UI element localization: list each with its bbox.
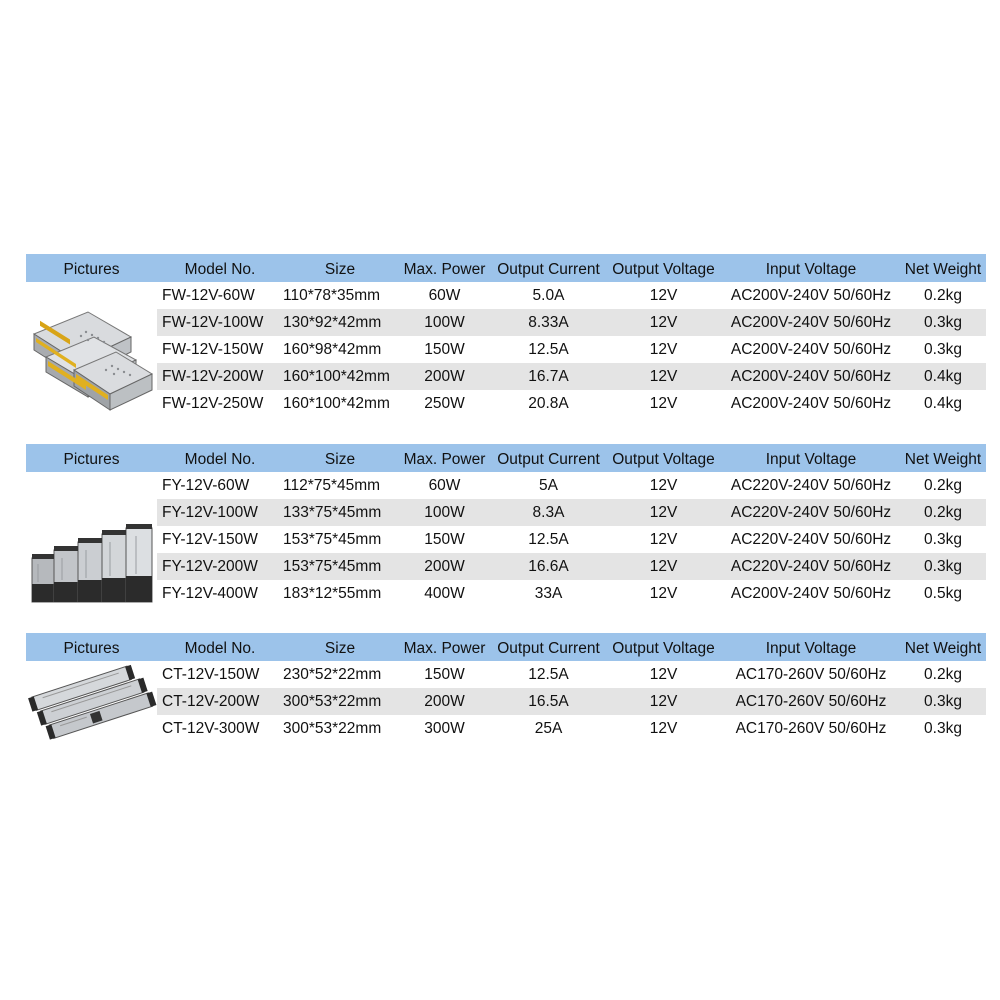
product-photo-fy	[26, 472, 157, 607]
cell-input: AC170-260V 50/60Hz	[735, 720, 887, 737]
cell-weight: 0.4kg	[924, 368, 962, 385]
cell-voltage: 12V	[649, 720, 678, 737]
cell-power: 200W	[424, 693, 465, 710]
cell-current: 5A	[539, 477, 558, 494]
cell-size: 153*75*45mm	[283, 558, 382, 575]
cell-size: 160*98*42mm	[283, 341, 382, 358]
table-row	[157, 661, 986, 688]
header-size: Size	[324, 450, 356, 468]
table-row	[157, 715, 986, 742]
cell-voltage: 12V	[649, 504, 678, 521]
cell-weight: 0.4kg	[924, 395, 962, 412]
header-power: Max. Power	[403, 639, 486, 657]
header-input: Input Voltage	[765, 260, 857, 278]
cell-model: FY-12V-150W	[162, 531, 258, 548]
cell-size: 153*75*45mm	[283, 531, 382, 548]
header-power: Max. Power	[403, 450, 486, 468]
power-supply-image	[26, 282, 157, 417]
cell-power: 60W	[428, 477, 461, 494]
table-row	[157, 336, 986, 363]
cell-model: FY-12V-400W	[162, 585, 258, 602]
cell-power: 150W	[424, 666, 465, 683]
power-supply-image	[26, 472, 157, 607]
cell-model: FW-12V-60W	[162, 287, 255, 304]
cell-weight: 0.2kg	[924, 666, 962, 683]
header-voltage: Output Voltage	[612, 260, 715, 278]
cell-model: FW-12V-250W	[162, 395, 264, 412]
cell-current: 16.5A	[528, 693, 569, 710]
table-body	[157, 661, 986, 742]
cell-weight: 0.2kg	[924, 504, 962, 521]
header-pictures: Pictures	[63, 450, 120, 468]
table-row	[157, 390, 986, 417]
cell-size: 183*12*55mm	[283, 585, 382, 602]
table-header	[26, 444, 986, 472]
header-pictures: Pictures	[63, 639, 120, 657]
cell-weight: 0.2kg	[924, 477, 962, 494]
cell-voltage: 12V	[649, 395, 678, 412]
cell-model: FY-12V-60W	[162, 477, 250, 494]
cell-power: 250W	[424, 395, 465, 412]
cell-model: CT-12V-150W	[162, 666, 260, 683]
table-row	[157, 526, 986, 553]
header-weight: Net Weight	[904, 260, 982, 278]
header-pictures: Pictures	[63, 260, 120, 278]
header-weight: Net Weight	[904, 450, 982, 468]
cell-power: 300W	[424, 720, 465, 737]
cell-voltage: 12V	[649, 531, 678, 548]
cell-model: CT-12V-300W	[162, 720, 260, 737]
cell-input: AC200V-240V 50/60Hz	[730, 585, 892, 602]
cell-model: FY-12V-200W	[162, 558, 258, 575]
cell-weight: 0.2kg	[924, 287, 962, 304]
cell-voltage: 12V	[649, 314, 678, 331]
table-row	[157, 688, 986, 715]
table-header	[26, 254, 986, 282]
table-row	[157, 309, 986, 336]
cell-input: AC200V-240V 50/60Hz	[730, 314, 892, 331]
cell-power: 60W	[428, 287, 461, 304]
cell-current: 12.5A	[528, 666, 569, 683]
cell-model: FW-12V-100W	[162, 314, 264, 331]
cell-model: FW-12V-200W	[162, 368, 264, 385]
table-body	[157, 282, 986, 417]
cell-weight: 0.3kg	[924, 693, 962, 710]
header-input: Input Voltage	[765, 639, 857, 657]
cell-current: 20.8A	[528, 395, 569, 412]
spec-table-fy	[26, 444, 986, 607]
cell-current: 8.3A	[532, 504, 565, 521]
header-power: Max. Power	[403, 260, 486, 278]
cell-size: 300*53*22mm	[283, 693, 382, 710]
header-current: Output Current	[497, 639, 600, 657]
cell-current: 12.5A	[528, 531, 569, 548]
cell-input: AC220V-240V 50/60Hz	[730, 558, 892, 575]
cell-voltage: 12V	[649, 287, 678, 304]
cell-power: 100W	[424, 314, 465, 331]
cell-input: AC220V-240V 50/60Hz	[730, 531, 892, 548]
cell-size: 130*92*42mm	[283, 314, 382, 331]
header-weight: Net Weight	[904, 639, 982, 657]
product-photo-fw	[26, 282, 157, 417]
cell-input: AC200V-240V 50/60Hz	[730, 395, 892, 412]
cell-voltage: 12V	[649, 341, 678, 358]
cell-size: 300*53*22mm	[283, 720, 382, 737]
cell-power: 150W	[424, 341, 465, 358]
cell-size: 160*100*42mm	[283, 395, 390, 412]
header-current: Output Current	[497, 260, 600, 278]
cell-model: FW-12V-150W	[162, 341, 264, 358]
header-size: Size	[324, 260, 356, 278]
cell-voltage: 12V	[649, 558, 678, 575]
cell-voltage: 12V	[649, 666, 678, 683]
cell-weight: 0.3kg	[924, 531, 962, 548]
header-size: Size	[324, 639, 356, 657]
header-voltage: Output Voltage	[612, 639, 715, 657]
table-row	[157, 282, 986, 309]
cell-power: 100W	[424, 504, 465, 521]
cell-input: AC200V-240V 50/60Hz	[730, 287, 892, 304]
product-photo-ct	[26, 661, 157, 742]
cell-current: 25A	[534, 720, 563, 737]
header-model: Model No.	[184, 639, 256, 657]
cell-current: 16.6A	[528, 558, 569, 575]
cell-model: CT-12V-200W	[162, 693, 260, 710]
cell-current: 8.33A	[528, 314, 569, 331]
cell-weight: 0.3kg	[924, 341, 962, 358]
cell-input: AC170-260V 50/60Hz	[735, 666, 887, 683]
header-model: Model No.	[184, 260, 256, 278]
header-current: Output Current	[497, 450, 600, 468]
cell-size: 110*78*35mm	[283, 287, 381, 304]
cell-input: AC200V-240V 50/60Hz	[730, 341, 892, 358]
cell-power: 200W	[424, 558, 465, 575]
cell-current: 12.5A	[528, 341, 569, 358]
cell-input: AC220V-240V 50/60Hz	[730, 504, 892, 521]
cell-current: 33A	[534, 585, 563, 602]
cell-weight: 0.5kg	[924, 585, 962, 602]
table-header	[26, 633, 986, 661]
cell-input: AC220V-240V 50/60Hz	[730, 477, 892, 494]
cell-current: 16.7A	[528, 368, 569, 385]
spec-table-ct	[26, 633, 986, 742]
table-row	[157, 363, 986, 390]
cell-voltage: 12V	[649, 477, 678, 494]
cell-power: 200W	[424, 368, 465, 385]
header-voltage: Output Voltage	[612, 450, 715, 468]
cell-weight: 0.3kg	[924, 558, 962, 575]
cell-power: 400W	[424, 585, 465, 602]
power-supply-image	[26, 661, 157, 742]
cell-model: FY-12V-100W	[162, 504, 258, 521]
cell-size: 160*100*42mm	[283, 368, 390, 385]
cell-power: 150W	[424, 531, 465, 548]
cell-input: AC170-260V 50/60Hz	[735, 693, 887, 710]
header-model: Model No.	[184, 450, 256, 468]
header-input: Input Voltage	[765, 450, 857, 468]
table-row	[157, 580, 986, 607]
table-body	[157, 472, 986, 607]
cell-size: 230*52*22mm	[283, 666, 382, 683]
cell-input: AC200V-240V 50/60Hz	[730, 368, 892, 385]
cell-voltage: 12V	[649, 368, 678, 385]
table-row	[157, 499, 986, 526]
cell-current: 5.0A	[532, 287, 565, 304]
cell-voltage: 12V	[649, 585, 678, 602]
spec-table-fw	[26, 254, 986, 417]
cell-voltage: 12V	[649, 693, 678, 710]
table-row	[157, 472, 986, 499]
table-row	[157, 553, 986, 580]
cell-size: 112*75*45mm	[283, 477, 381, 494]
cell-size: 133*75*45mm	[283, 504, 382, 521]
cell-weight: 0.3kg	[924, 314, 962, 331]
cell-weight: 0.3kg	[924, 720, 962, 737]
